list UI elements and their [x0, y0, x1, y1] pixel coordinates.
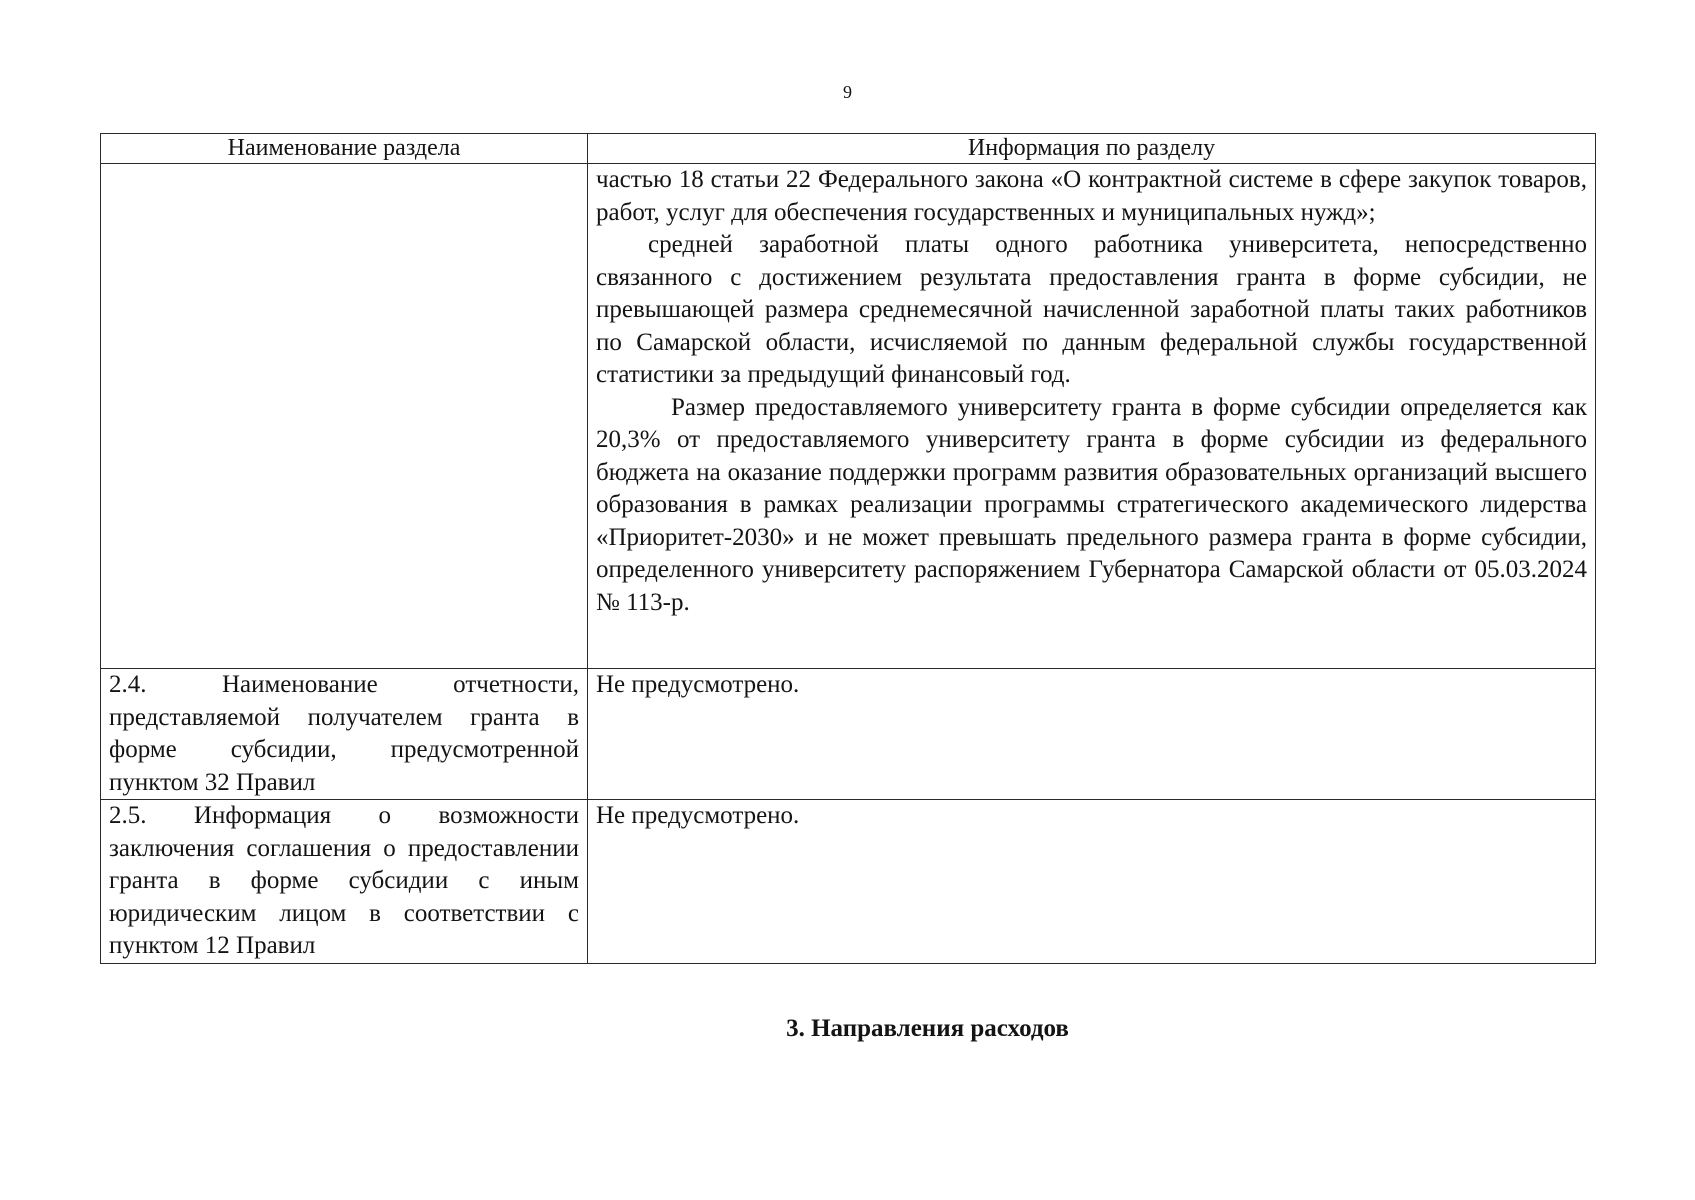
row-name-cell [101, 669, 588, 800]
continuation-paragraph-1: частью 18 статьи 22 Федерального закона «О контрактной системе в сфере закупок товаров, работ, услуг для обеспечения государственных и муниципальных нужд»; [596, 166, 1587, 226]
header-section-name: Наименование раздела [101, 134, 588, 164]
row-name-text: 2.5. Информация о возможности заключения соглашения о предоставлении гранта в форме субсидии с иным юридическим лицом в соответствии с пунктом 12 Правил [109, 802, 579, 959]
table-row [101, 800, 1596, 964]
table-row-continuation [101, 164, 1596, 669]
section-info-table [100, 133, 1596, 964]
row-info-text: Не предусмотрено. [596, 802, 800, 829]
row-info-cell [588, 800, 1596, 964]
page-number: 9 [843, 82, 852, 102]
table-header-row [101, 134, 1596, 164]
continuation-paragraph-3: Размер предоставляемого университету гранта в форме субсидии определяется как 20,3% от предоставляемого университету гранта в форме субсидии из федерального бюджета на оказание поддержки программ развития образовательных организаций высшего образования в рамках реализации программы стратегического академического лидерства «Приоритет-2030» и не может превышать предельного размера гранта в форме субсидии, определенного университету распоряжением Губернатора Самарской области от 05.03.2024 № 113-р. [596, 393, 1587, 616]
continuation-info-cell [588, 164, 1596, 669]
section-heading: 3. Направления расходов [786, 1015, 1069, 1042]
continuation-name-cell [101, 164, 588, 669]
table-row [101, 669, 1596, 800]
continuation-paragraph-2: средней заработной платы одного работника университета, непосредственно связанного с достижением результата предоставления гранта в форме субсидии, не превышающей размера среднемесячной начисленной заработной платы таких работников по Самарской области, исчисляемой по данным федеральной службы государственной статистики за предыдущий финансовый год. [596, 231, 1587, 388]
row-info-cell [588, 669, 1596, 800]
row-info-text: Не предусмотрено. [596, 671, 800, 698]
row-name-cell [101, 800, 588, 964]
row-name-text: 2.4. Наименование отчетности, представляемой получателем гранта в форме субсидии, предусмотренной пунктом 32 Правил [109, 671, 579, 796]
header-section-info: Информация по разделу [588, 134, 1596, 164]
